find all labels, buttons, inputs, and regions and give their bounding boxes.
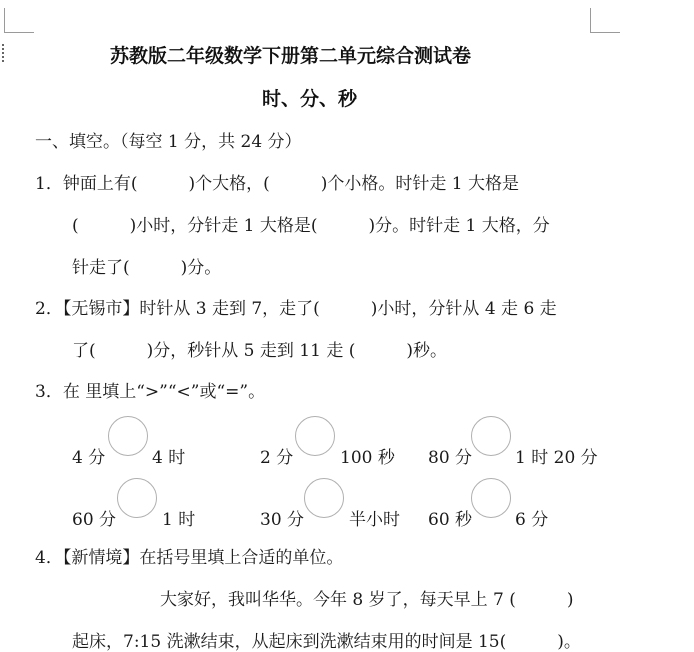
q1-line-1: 1．钟面上有( )个大格，( )个小格。时针走 1 大格是 [35,174,519,194]
page-corner-mark-left [4,8,5,32]
q2-line-1: 2．【无锡市】时针从 3 走到 7，走了( )小时，分针从 4 走 6 走 [35,299,557,319]
q3-row2-item3-left: 60 秒 [428,510,473,530]
page-corner-mark-right [590,8,591,32]
drag-handle-icon [2,44,4,62]
compare-circle-blank[interactable] [108,416,148,456]
q4-line-2: 起床，7:15 洗漱结束，从起床到洗漱结束用的时间是 15( )。 [72,632,581,652]
q1-line-2: ( )小时，分针走 1 大格是( )分。时针走 1 大格，分 [72,216,550,236]
q3-row2-item1-left: 60 分 [72,510,117,530]
q2-line-2: 了( )分，秒针从 5 走到 11 走 ( )秒。 [72,341,447,361]
compare-circle-blank[interactable] [304,478,344,518]
q3-row1-item3-left: 80 分 [428,448,473,468]
page-corner-mark-right-h [590,32,620,33]
q3-row1-item2-right: 100 秒 [340,448,395,468]
q3-row1-item1-right: 4 时 [152,448,186,468]
compare-circle-blank[interactable] [471,478,511,518]
q3-row1-item3-right: 1 时 20 分 [515,448,598,468]
document-title: 苏教版二年级数学下册第二单元综合测试卷 [110,45,472,67]
compare-circle-blank[interactable] [471,416,511,456]
page-corner-mark-left-h [4,32,34,33]
q3-row2-item2-right: 半小时 [349,510,400,530]
compare-circle-blank[interactable] [295,416,335,456]
q3-row1-item1-left: 4 分 [72,448,106,468]
q3-row1-item2-left: 2 分 [260,448,294,468]
q4-line-1: 大家好，我叫华华。今年 8 岁了，每天早上 7 ( ) [160,590,574,610]
q3-row2-item1-right: 1 时 [162,510,196,530]
q4-instruction: 4．【新情境】在括号里填上合适的单位。 [35,548,344,568]
q3-row2-item3-right: 6 分 [515,510,549,530]
q3-row2-item2-left: 30 分 [260,510,305,530]
section-1-heading: 一、填空。（每空 1 分，共 24 分） [35,132,302,152]
document-subtitle: 时、分、秒 [262,88,358,110]
q1-line-3: 针走了( )分。 [72,258,222,278]
q3-instruction: 3．在 里填上“>”“<”或“=”。 [35,382,266,402]
compare-circle-blank[interactable] [117,478,157,518]
